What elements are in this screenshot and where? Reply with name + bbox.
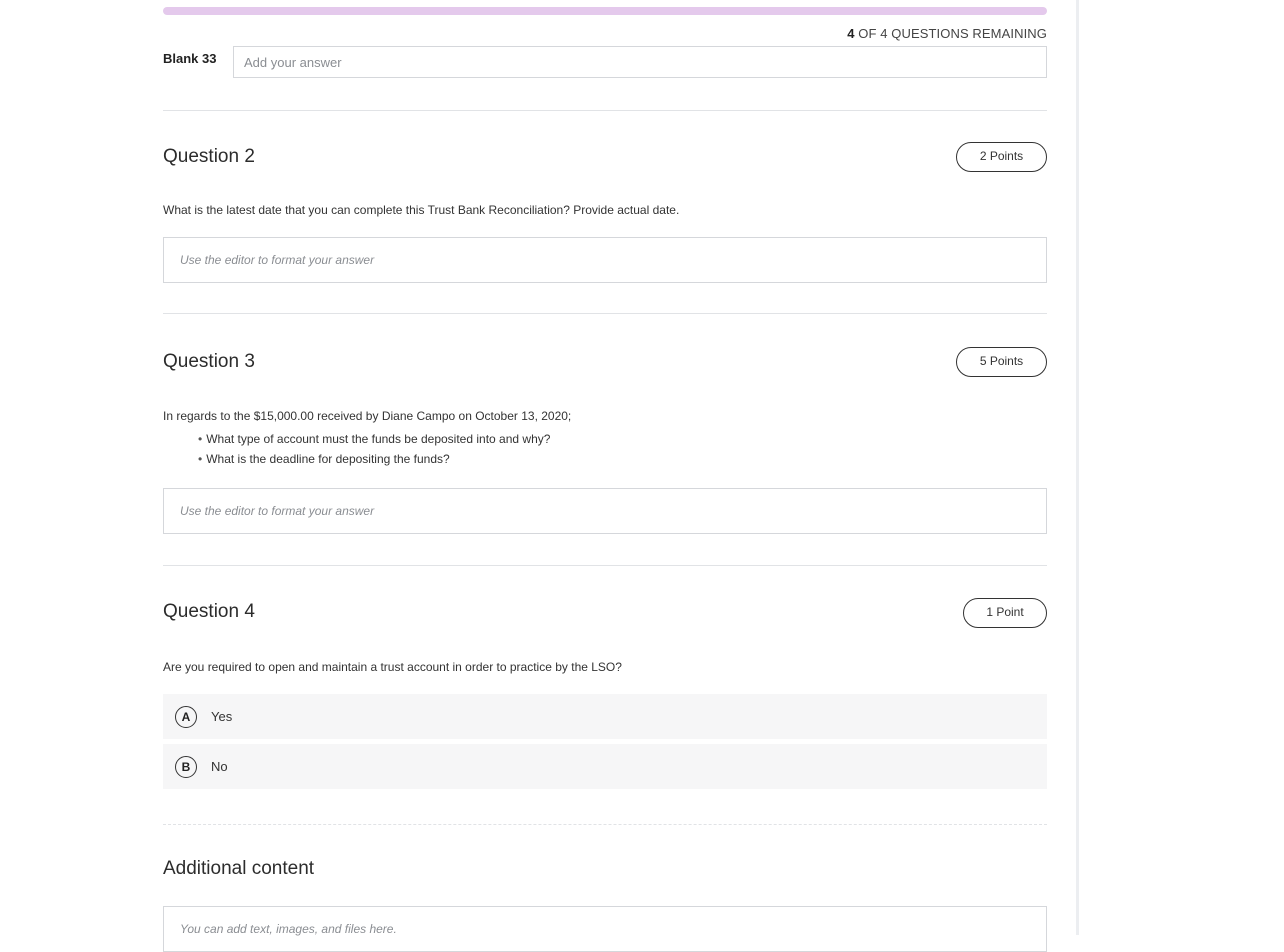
remaining-count: 4 <box>847 26 855 41</box>
question-2-points-badge: 2 Points <box>956 142 1047 172</box>
question-3-bullets <box>198 429 550 469</box>
question-2-answer-editor[interactable]: Use the editor to format your answer <box>163 237 1047 283</box>
question-2-text: What is the latest date that you can complete this Trust Bank Reconciliation? Provide actual date. <box>163 203 680 217</box>
option-a-label: Yes <box>211 709 233 724</box>
option-a-letter-badge: A <box>175 706 197 728</box>
question-4-title: Question 4 <box>163 601 255 622</box>
option-b[interactable] <box>163 744 1047 789</box>
questions-remaining <box>847 26 1047 41</box>
blank-answer-input[interactable] <box>233 46 1047 78</box>
question-3-text: In regards to the $15,000.00 received by Diane Campo on October 13, 2020; <box>163 409 572 423</box>
section-divider <box>163 313 1047 314</box>
right-panel-divider <box>1076 0 1079 935</box>
option-b-label: No <box>211 759 228 774</box>
remaining-suffix: OF 4 QUESTIONS REMAINING <box>854 26 1047 41</box>
progress-fill <box>163 7 1047 15</box>
option-b-letter-badge: B <box>175 756 197 778</box>
additional-content-divider <box>163 824 1047 826</box>
section-divider <box>163 110 1047 111</box>
option-a[interactable] <box>163 694 1047 739</box>
question-4-text: Are you required to open and maintain a trust account in order to practice by the LSO? <box>163 660 622 674</box>
question-3-title: Question 3 <box>163 351 255 372</box>
question-3-answer-editor[interactable]: Use the editor to format your answer <box>163 488 1047 534</box>
blank-label: Blank 33 <box>163 51 217 66</box>
additional-content-title: Additional content <box>163 858 315 879</box>
bullet-item: • What type of account must the funds be deposited into and why? <box>198 429 550 449</box>
progress-bar <box>163 7 1047 15</box>
bullet-item: • What is the deadline for depositing the funds? <box>198 449 550 469</box>
additional-content-editor[interactable]: You can add text, images, and files here. <box>163 906 1047 952</box>
question-3-points-badge: 5 Points <box>956 347 1047 377</box>
blank-answer-row <box>163 46 1047 78</box>
question-4-points-badge: 1 Point <box>963 598 1047 628</box>
question-2-title: Question 2 <box>163 146 255 167</box>
section-divider <box>163 565 1047 566</box>
